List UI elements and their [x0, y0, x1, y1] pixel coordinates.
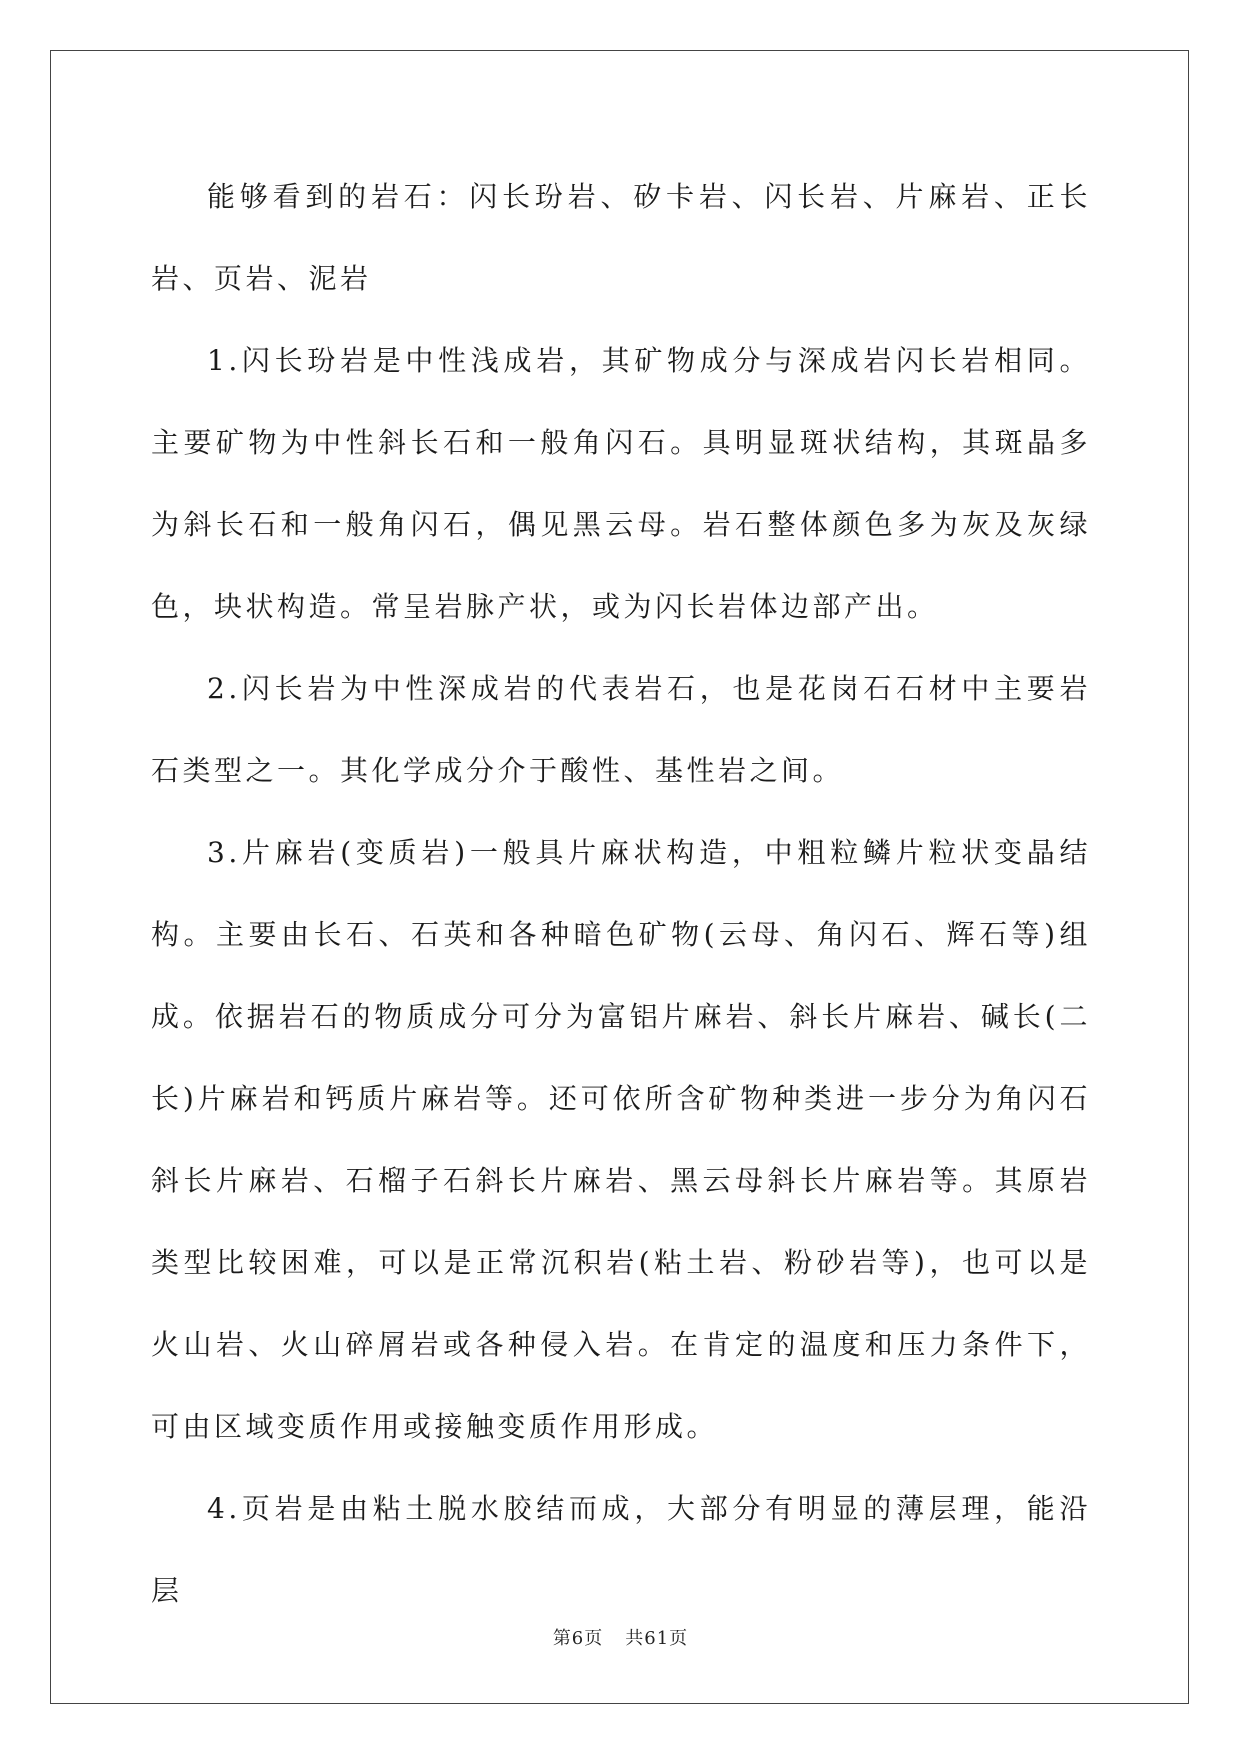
total-pages: 共61页 — [625, 1628, 689, 1649]
document-body — [151, 156, 1091, 1632]
page-number: 第6页 — [552, 1628, 604, 1649]
paragraph-rock-list: 能够看到的岩石：闪长玢岩、矽卡岩、闪长岩、片麻岩、正长岩、页岩、泥岩 — [151, 180, 1091, 295]
paragraph-shale: 4.页岩是由粘土脱水胶结而成，大部分有明显的薄层理，能沿层 — [151, 1492, 1091, 1607]
page-footer — [0, 1624, 1241, 1650]
paragraph-diorite-porphyrite: 1.闪长玢岩是中性浅成岩，其矿物成分与深成岩闪长岩相同。主要矿物为中性斜长石和一般角闪石。具明显斑状结构，其斑晶多为斜长石和一般角闪石，偶见黑云母。岩石整体颜色多为灰及灰绿色，块状构造。常呈岩脉产状，或为闪长岩体边部产出。 — [151, 344, 1091, 623]
paragraph-gneiss: 3.片麻岩(变质岩)一般具片麻状构造，中粗粒鳞片粒状变晶结构。主要由长石、石英和各种暗色矿物(云母、角闪石、辉石等)组成。依据岩石的物质成分可分为富铝片麻岩、斜长片麻岩、碱长(二长)片麻岩和钙质片麻岩等。还可依所含矿物种类进一步分为角闪石斜长片麻岩、石榴子石斜长片麻岩、黑云母斜长片麻岩等。其原岩类型比较困难，可以是正常沉积岩(粘土岩、粉砂岩等)，也可以是火山岩、火山碎屑岩或各种侵入岩。在肯定的温度和压力条件下，可由区域变质作用或接触变质作用形成。 — [151, 836, 1091, 1443]
paragraph-diorite: 2.闪长岩为中性深成岩的代表岩石，也是花岗石石材中主要岩石类型之一。其化学成分介于酸性、基性岩之间。 — [151, 672, 1091, 787]
